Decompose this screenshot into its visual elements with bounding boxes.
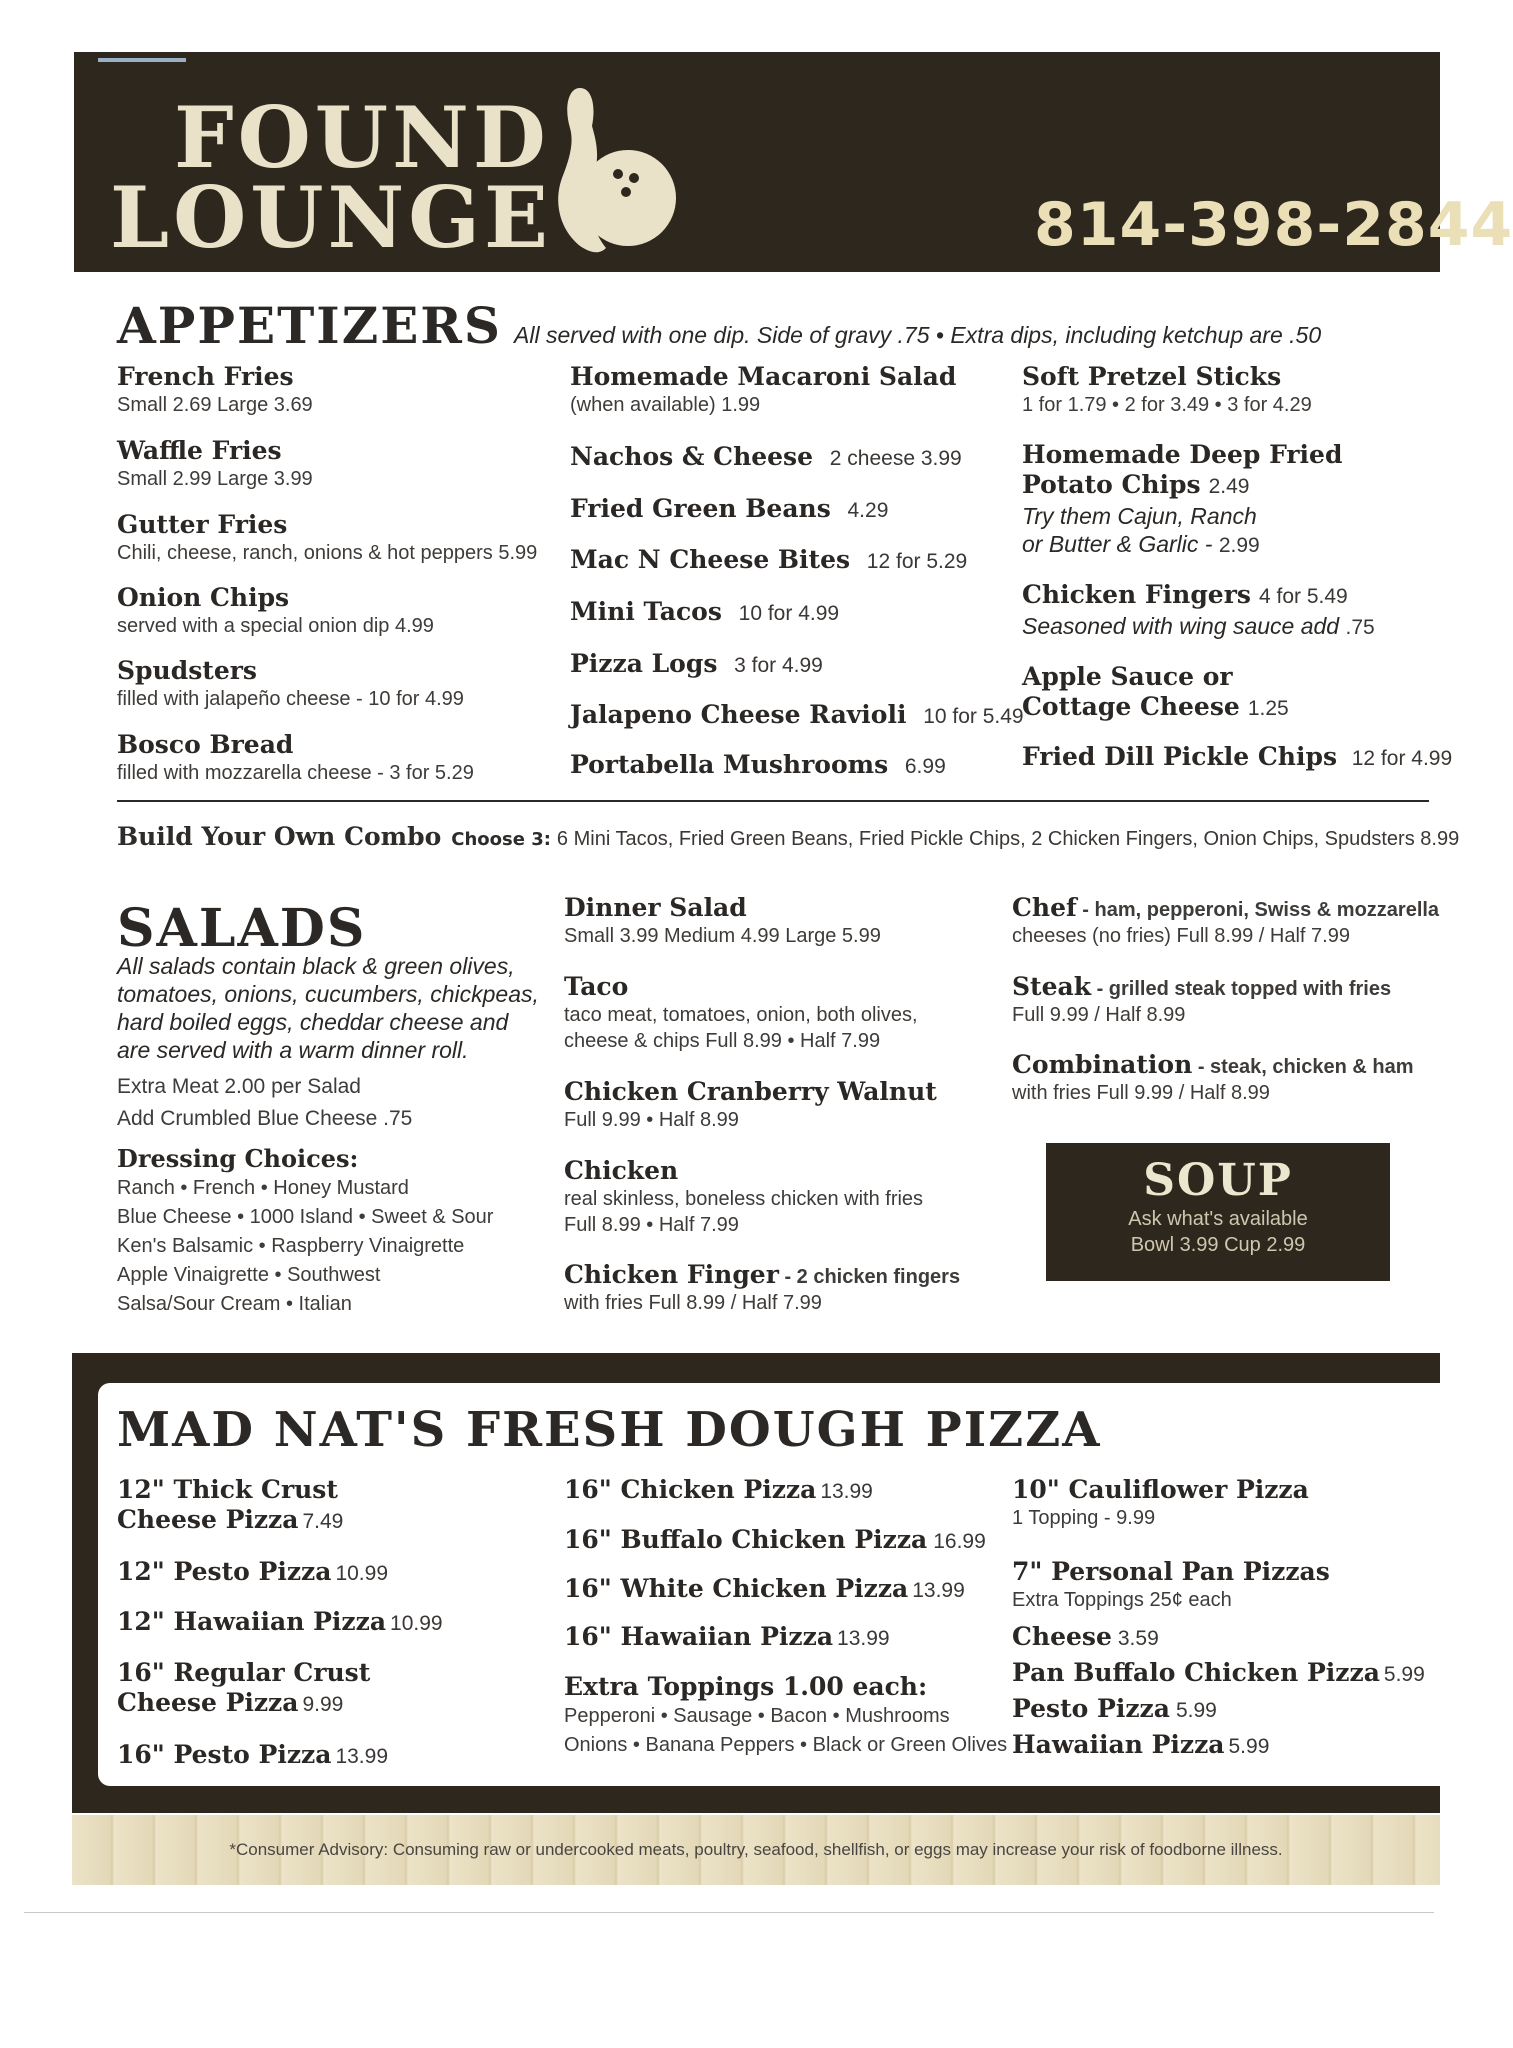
item-name: Apple Sauce or [1022,662,1233,691]
item-desc: 1 Topping - 9.99 [1012,1507,1156,1529]
item-name: Homemade Macaroni Salad [570,362,957,391]
item-name: Pizza Logs [570,649,718,678]
item-name: French Fries [117,362,294,391]
dressing-title: Dressing Choices: [117,1144,359,1173]
salads-extras [117,1071,412,1135]
combo-line [117,822,1459,851]
menu-item-gutter-fries [117,510,537,566]
item-price: 9.99 [302,1693,344,1716]
item-name: 10" Cauliflower Pizza [1012,1475,1309,1504]
item-price: 2.49 [1208,475,1250,498]
item-desc: Try them Cajun, Ranch [1022,503,1257,529]
item-name: Mac N Cheese Bites [570,545,851,574]
appetizers-note: All served with one dip. Side of gravy .75 • Extra dips, including ketchup are .50 [514,322,1322,348]
item-desc: real skinless, boneless chicken with fries [564,1188,924,1210]
item-name: 16" Hawaiian Pizza [564,1622,834,1651]
item-desc: with fries Full 8.99 / Half 7.99 [564,1292,822,1314]
item-price: .75 [1345,616,1375,639]
pizza-pan-pesto [1012,1694,1217,1726]
item-desc: filled with mozzarella cheese - 3 for 5.29 [117,762,474,784]
item-price: 7.49 [302,1510,344,1533]
combo-list: 6 Mini Tacos, Fried Green Beans, Fried Pickle Chips, 2 Chicken Fingers, Onion Chips, Spudsters 8.99 [556,828,1460,850]
menu-item-macaroni-salad [570,362,956,418]
item-name: 16" Pesto Pizza [117,1740,332,1769]
dressing-line: Blue Cheese • 1000 Island • Sweet & Sour [117,1206,494,1228]
salad-chef [1012,893,1439,949]
item-desc: Full 8.99 • Half 7.99 [564,1214,739,1236]
item-name: 16" Chicken Pizza [564,1475,817,1504]
menu-item-potato-chips [1022,440,1342,560]
item-price: 13.99 [912,1579,965,1602]
pizza-16-hawaiian [564,1622,890,1654]
item-name: Spudsters [117,656,257,685]
pizza-pan-hawaiian [1012,1730,1269,1762]
item-price: 2 cheese 3.99 [829,447,962,470]
item-name: Cheese Pizza [117,1505,299,1534]
item-price: 5.99 [1175,1699,1217,1722]
item-name: Onion Chips [117,583,290,612]
item-name: 12" Pesto Pizza [117,1557,332,1586]
dressing-line: Apple Vinaigrette • Southwest [117,1264,381,1286]
dressing-choices [117,1144,493,1319]
item-name: Pan Buffalo Chicken Pizza [1012,1658,1380,1687]
bowling-pin-logo-icon [550,78,680,258]
consumer-advisory: *Consumer Advisory: Consuming raw or undercooked meats, poultry, seafood, shellfish, or eggs may increase your risk of foodborne illness. [229,1840,1283,1859]
item-desc: 1 for 1.79 • 2 for 3.49 • 3 for 4.29 [1022,394,1312,416]
pizza-12-pesto [117,1557,388,1589]
item-price: 5.99 [1228,1735,1270,1758]
item-desc: cheese & chips Full 8.99 • Half 7.99 [564,1030,881,1052]
item-name: Homemade Deep Fried [1022,440,1343,469]
item-desc: Seasoned with wing sauce add [1022,613,1346,639]
item-name: 16" Regular Crust [117,1658,371,1687]
combo-label: Build Your Own Combo [117,822,442,851]
item-desc: Onions • Banana Peppers • Black or Green Olives [564,1734,1008,1756]
item-desc: Pepperoni • Sausage • Bacon • Mushrooms [564,1705,950,1727]
item-name: Waffle Fries [117,436,282,465]
pizza-pan-cheese [1012,1622,1159,1654]
item-desc: Full 9.99 • Half 8.99 [564,1109,739,1131]
pizza-16-white-chicken [564,1574,965,1606]
item-price: 10.99 [335,1562,389,1585]
item-desc: Small 2.69 Large 3.69 [117,394,313,416]
item-name: Bosco Bread [117,730,294,759]
menu-item-waffle-fries [117,436,313,492]
soup-availability: Ask what's available [1128,1208,1308,1230]
item-desc: Full 9.99 / Half 8.99 [1012,1004,1186,1026]
salads-note-line: tomatoes, onions, cucumbers, chickpeas, [117,981,539,1007]
salads-note-line: hard boiled eggs, cheddar cheese and [117,1009,509,1035]
menu-item-onion-chips [117,583,434,639]
item-price: 10 for 5.49 [923,705,1024,728]
item-desc: or Butter & Garlic - [1022,531,1219,557]
item-name: Hawaiian Pizza [1012,1730,1225,1759]
item-desc-inline: - steak, chicken & ham [1192,1056,1414,1078]
item-name: Gutter Fries [117,510,288,539]
item-name: Mini Tacos [570,597,722,626]
soup-box [1046,1143,1390,1281]
brand-name-line2: LOUNGE [110,168,553,267]
menu-item-spudsters [117,656,464,712]
item-price: 6.99 [904,755,946,778]
item-name: Extra Toppings 1.00 each: [564,1672,928,1701]
phone-number: 814-398-2844 [1034,190,1513,260]
item-name: Jalapeno Cheese Ravioli [570,700,907,729]
section-divider [117,800,1429,802]
item-name: Cheese Pizza [117,1688,299,1717]
header-banner [74,52,1513,272]
item-name: Fried Green Beans [570,494,831,523]
menu-item-bosco-bread [117,730,474,786]
item-name: Potato Chips [1022,470,1201,499]
pizza-16-pesto [117,1740,388,1772]
item-price: 13.99 [820,1480,873,1503]
salad-combination [1012,1050,1413,1106]
salad-chicken-finger [564,1260,960,1316]
salad-taco [564,972,918,1054]
salads-note-line: All salads contain black & green olives, [117,953,515,979]
item-desc: cheeses (no fries) Full 8.99 / Half 7.99 [1012,925,1350,947]
brand-name-line1: FOUND [174,88,550,187]
item-price: 4 for 5.49 [1258,585,1348,608]
item-desc: Small 3.99 Medium 4.99 Large 5.99 [564,925,881,947]
item-price: 2.99 [1218,534,1260,557]
combo-choose: Choose 3: [451,829,551,850]
pizza-12-thick-cheese [117,1475,343,1537]
menu-item-fried-dill-pickle-chips [1022,742,1452,774]
page-bottom-rule [24,1912,1434,1913]
item-desc: (when available) 1.99 [570,394,761,416]
item-name: 12" Thick Crust [117,1475,338,1504]
item-name: Chicken Finger [564,1260,779,1289]
item-name: 16" White Chicken Pizza [564,1574,909,1603]
extra-meat-note: Extra Meat 2.00 per Salad [117,1075,361,1098]
salad-chicken-cranberry-walnut [564,1077,937,1133]
dressing-line: Salsa/Sour Cream • Italian [117,1293,352,1315]
item-price: 12 for 4.99 [1351,747,1453,770]
item-name: 16" Buffalo Chicken Pizza [564,1525,928,1554]
item-desc-inline: - grilled steak topped with fries [1091,978,1392,1000]
item-desc: Extra Toppings 25¢ each [1012,1589,1232,1611]
header-tab-mark [98,58,186,62]
item-name: Soft Pretzel Sticks [1022,362,1282,391]
item-price: 3.59 [1117,1627,1159,1650]
menu-item-french-fries [117,362,313,418]
salad-steak [1012,972,1391,1028]
menu-item-mac-n-cheese-bites [570,545,967,577]
item-desc: taco meat, tomatoes, onion, both olives, [564,1004,918,1026]
item-name: Cheese [1012,1622,1112,1651]
salads-note-line: are served with a warm dinner roll. [117,1037,469,1063]
item-name: Combination [1012,1050,1193,1079]
item-name: 12" Hawaiian Pizza [117,1607,387,1636]
item-name: Fried Dill Pickle Chips [1022,742,1338,771]
salad-dinner [564,893,881,949]
item-desc: Small 2.99 Large 3.99 [117,468,313,490]
pizza-16-regular-cheese [117,1658,370,1720]
item-price: 1.25 [1247,697,1289,720]
salads-title: SALADS [117,898,367,959]
item-desc-inline: - 2 chicken fingers [778,1266,961,1288]
item-name: Taco [564,972,629,1001]
item-price: 16.99 [933,1530,986,1553]
appetizers-title: APPETIZERS [117,296,502,355]
item-name: Dinner Salad [564,893,747,922]
pizza-extra-toppings [564,1672,1007,1760]
soup-title: SOUP [1143,1155,1293,1206]
pizza-title: MAD NAT'S FRESH DOUGH PIZZA [117,1402,1102,1458]
pizza-10-cauliflower [1012,1475,1309,1531]
item-name: Pesto Pizza [1012,1694,1170,1723]
pizza-pan-buffalo-chicken [1012,1658,1425,1690]
item-price: 13.99 [335,1745,389,1768]
item-name: Nachos & Cheese [570,442,814,471]
menu-item-apple-sauce-cottage-cheese [1022,662,1289,724]
item-price: 13.99 [837,1627,890,1650]
item-price: 10 for 4.99 [738,602,840,625]
menu-item-pizza-logs [570,649,823,681]
item-name: Portabella Mushrooms [570,750,889,779]
dressing-line: Ken's Balsamic • Raspberry Vinaigrette [117,1235,465,1257]
item-desc-inline: - ham, pepperoni, Swiss & mozzarella [1076,899,1440,921]
item-desc: Chili, cheese, ranch, onions & hot peppers 5.99 [117,542,538,564]
menu-item-portabella-mushrooms [570,750,946,782]
menu-item-soft-pretzel-sticks [1022,362,1312,418]
item-price: 3 for 4.99 [734,654,823,677]
menu-item-nachos-cheese [570,442,962,474]
soup-prices: Bowl 3.99 Cup 2.99 [1130,1234,1306,1256]
item-name: Steak [1012,972,1092,1001]
item-name: Chicken [564,1156,679,1185]
item-desc: served with a special onion dip 4.99 [117,615,434,637]
item-price: 10.99 [390,1612,443,1635]
pizza-12-hawaiian [117,1607,443,1639]
item-name: Chicken Fingers [1022,580,1251,609]
salad-chicken [564,1156,923,1238]
dressing-line: Ranch • French • Honey Mustard [117,1177,409,1199]
blue-cheese-note: Add Crumbled Blue Cheese .75 [117,1107,413,1130]
item-name: 7" Personal Pan Pizzas [1012,1557,1330,1586]
item-price: 12 for 5.29 [866,550,968,573]
item-price: 4.29 [847,499,889,522]
menu-item-fried-green-beans [570,494,888,526]
menu-item-mini-tacos [570,597,839,629]
pizza-16-buffalo-chicken [564,1525,986,1557]
pizza-7-personal-pan [1012,1557,1330,1613]
item-desc: filled with jalapeño cheese - 10 for 4.99 [117,688,464,710]
item-desc: with fries Full 9.99 / Half 8.99 [1012,1082,1270,1104]
menu-item-chicken-fingers [1022,580,1375,642]
item-price: 5.99 [1383,1663,1425,1686]
item-name: Chef [1012,893,1077,922]
salads-note [117,952,539,1064]
pizza-16-chicken [564,1475,873,1507]
item-name: Chicken Cranberry Walnut [564,1077,937,1106]
item-name: Cottage Cheese [1022,692,1240,721]
menu-item-jalapeno-ravioli [570,700,1024,732]
